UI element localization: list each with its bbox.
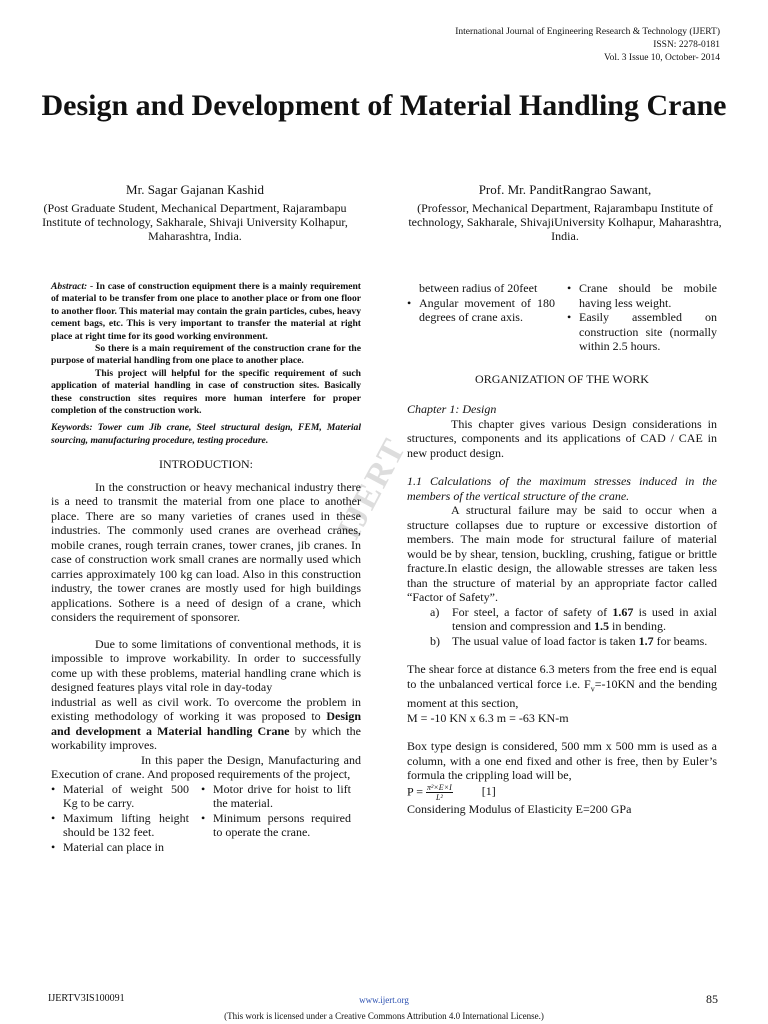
- abstract-p1: In case of construction equipment there is a mainly requirement of material to be transfer from one place to another place or from one floor to another floor. This material may contain the grain particles, cubes, heavy cement bags, etc. This is very important to transfer the material at right place at right time for its good working environment.: [51, 281, 361, 342]
- keywords-text: Tower cum Jib crane, Steel structural design, FEM, Material sourcing, manufacturing procedure, testing procedure.: [51, 422, 361, 446]
- requirements-list-left: [51, 782, 189, 855]
- keywords-label: Keywords:: [51, 422, 93, 434]
- introduction: [51, 457, 361, 854]
- abstract-p2: So there is a main requirement of the construction crane for the purpose of material handling from one place to another place.: [51, 343, 361, 367]
- license-notice: (This work is licensed under a Creative Commons Attribution 4.0 International License.): [224, 1011, 544, 1021]
- abstract-p3: This project will helpful for the specific requirement of such application of material handling in case of construction sites. Basically these construction sites requires more human interfere for proper completion of the construction work.: [51, 367, 361, 417]
- author-2: [400, 183, 730, 243]
- abstract: [51, 281, 361, 447]
- paper-title: Design and Development of Material Handling Crane: [41, 89, 727, 122]
- equation-fraction: $\frac{\text{π²×E×I}}{\text{L²}}$: [427, 782, 452, 802]
- list-item: • Easily assembled on construction site (normally within 2.5 hours.: [567, 310, 717, 353]
- subsection-heading: 1.1 Calculations of the maximum stresses induced in the members of the vertical structure of the crane.: [407, 474, 717, 503]
- intro-paragraph-3: In this paper the Design, Manufacturing and Execution of crane. And proposed requirements of the project,: [51, 752, 361, 782]
- journal-url[interactable]: www.ijert.org: [359, 995, 409, 1005]
- author-2-affiliation: (Professor, Mechanical Department, Rajarambapu Institute of technology, Sakharale, ShivajiUniversity Kolhapur, Maharashtra, India.: [408, 201, 722, 243]
- journal-volume: Vol. 3 Issue 10, October- 2014: [604, 53, 720, 63]
- subsection-paragraph: A structural failure may be said to occur when a structure collapses due to rupture or excessive distortion of members. The main mode for structural failure of material would be by shear, tension, buckling, crushing, fatigue or brittle fracture.In elastic design, the allowable stresses are taken less than the structure of material by an appropriate factor called “Factor of Safety”.: [407, 503, 717, 604]
- requirements-list-right: [201, 782, 351, 855]
- intro-paragraph-2b: industrial as well as civil work. To overcome the problem in existing methodology of working it was proposed to Design and development a Material handling Crane by which the workability improves.: [51, 694, 361, 753]
- list-item: • Material of weight 500 Kg to be carry.: [51, 781, 189, 811]
- journal-issn: ISSN: 2278-0181: [653, 40, 720, 50]
- paper-code: IJERTV3IS100091: [48, 993, 125, 1004]
- intro-bold-phrase: Design and development a Material handling Crane: [51, 709, 361, 738]
- list-item: • Minimum persons required to operate the crane.: [201, 810, 351, 840]
- requirements-list: [51, 782, 361, 855]
- list-item: • Angular movement of 180 degrees of crane axis.: [407, 295, 555, 324]
- modulus-statement: Considering Modulus of Elasticity E=200 GPa: [407, 801, 632, 816]
- list-item: • Crane should be mobile having less weight.: [567, 281, 717, 310]
- intro-paragraph-2: Due to some limitations of conventional methods, it is impossible to improve workability. In order to successfully come up with these problems, material handling crane which is designed features plays vital role in day-today: [51, 636, 361, 695]
- chapter-heading: Chapter 1: Design: [407, 402, 497, 416]
- equation-reference: [1]: [481, 784, 496, 799]
- bending-moment: M = -10 KN x 6.3 m = -63 KN-m: [407, 710, 569, 725]
- ijert-watermark: IJERT: [330, 431, 414, 546]
- left-column: [51, 281, 361, 854]
- list-item: a) For steel, a factor of safety of 1.67 is used in axial tension and compression and 1.5 in bending.: [430, 604, 718, 633]
- safety-factor-list: [407, 605, 717, 649]
- list-item: b) The usual value of load factor is taken 1.7 for beams.: [430, 633, 708, 648]
- author-1-affiliation: (Post Graduate Student, Mechanical Department, Rajarambapu Institute of technology, Sakharale, Shivaji University Kolhapur, Maharashtra, India.: [42, 201, 348, 243]
- page-number: 85: [706, 992, 718, 1006]
- abstract-label: Abstract: -: [51, 281, 94, 292]
- author-2-name: Prof. Mr. PanditRangrao Sawant,: [478, 182, 652, 197]
- journal-header: [455, 26, 720, 65]
- euler-equation: P = $\frac{\text{π²×E×I}}{\text{L²}}$ [1]: [407, 782, 496, 802]
- author-1: [40, 183, 350, 243]
- keywords: [51, 422, 361, 447]
- box-design-paragraph: Box type design is considered, 500 mm x 500 mm is used as a column, with a one end fixed and other is free, then by Euler’s formula the crippling load will be,: [407, 739, 717, 783]
- introduction-heading: INTRODUCTION:: [159, 457, 253, 472]
- list-item: • Motor drive for hoist to lift the material.: [201, 781, 351, 811]
- intro-paragraph-1: In the construction or heavy mechanical industry there is a need to transmit the material from one place to another place. There are so many varieties of cranes used in these industries. The commonly used cranes are overhead cranes, mobile cranes, rough terrain cranes, tower cranes, jib cranes. In case of construction work small cranes are normally used which carries approximately 100 kg can load. Also in this construction industry, the tower cranes are mostly used for high buildings applications. Sothere is a need of design of a crane, which considers the requirement of sponsorer.: [51, 479, 361, 625]
- list-item: • Maximum lifting height should be 132 feet.: [51, 810, 189, 840]
- journal-name: International Journal of Engineering Research & Technology (IJERT): [455, 27, 720, 37]
- shear-force-paragraph: The shear force at distance 6.3 meters from the free end is equal to the unbalanced vertical force i.e. $F_v=-10KN$ and the bending moment at this section,: [407, 662, 717, 711]
- author-1-name: Mr. Sagar Gajanan Kashid: [126, 182, 264, 197]
- organization-heading: ORGANIZATION OF THE WORK: [475, 371, 649, 386]
- right-column: [407, 281, 717, 816]
- requirements-list-continued: [407, 281, 717, 354]
- chapter-paragraph: This chapter gives various Design considerations in structures, components and its applications of CAD / CAE in new product design.: [407, 416, 717, 460]
- list-item-continuation: between radius of 20feet: [419, 281, 538, 295]
- list-item: • Material can place in: [51, 839, 164, 854]
